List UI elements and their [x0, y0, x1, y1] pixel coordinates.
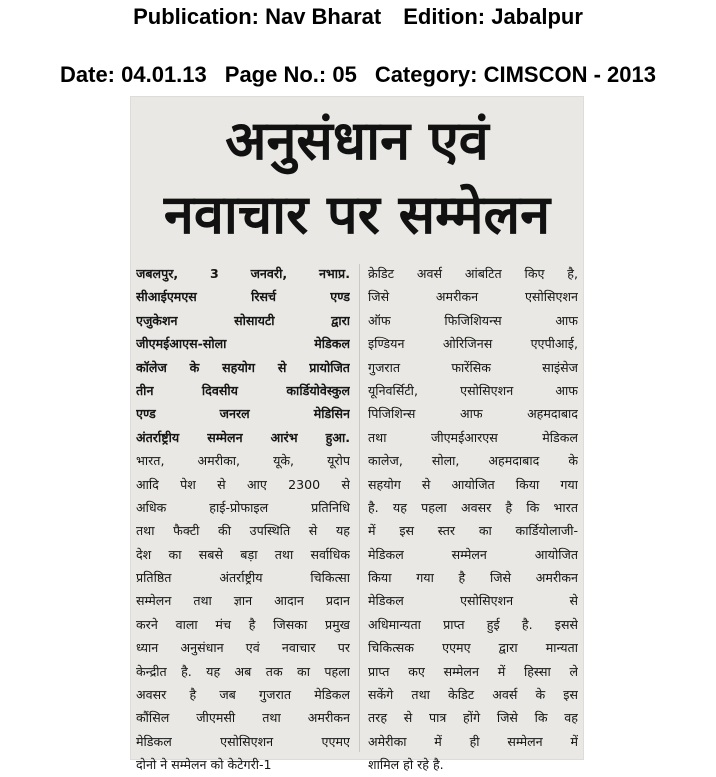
edition-name: Edition: Jabalpur	[403, 4, 583, 29]
article-text-line: शामिल हो रहे है.	[368, 757, 444, 773]
article-text-line: आदि पेश से आए 2300 से	[136, 476, 350, 492]
article-text-line: करने वाला मंच है जिसका प्रमुख	[136, 616, 350, 632]
category: Category: CIMSCON - 2013	[374, 62, 656, 87]
article-text-line: देश का सबसे बड़ा तथा सर्वाधिक	[136, 546, 350, 562]
article-text-line: अमेरीका में ही सम्मेलन में	[368, 733, 578, 749]
date-page-category-line	[0, 62, 716, 88]
article-text-line: चिकित्सक एएमए द्वारा मान्यता	[368, 640, 578, 656]
article-text-line: तीन दिवसीय कार्डियोवेस्कुल	[136, 382, 350, 398]
article-text-line: जबलपुर, 3 जनवरी, नभाप्र.	[136, 266, 350, 281]
article-text-line: जिसे अमरीकन एसोसिएशन	[368, 289, 578, 305]
article-text-line: में इस स्तर का कार्डियोलाजी-	[368, 523, 578, 539]
article-text-line: अवसर है जब गुजरात मेडिकल	[136, 687, 350, 703]
article-text-line: है. यह पहला अवसर है कि भारत	[368, 499, 578, 515]
article-column-right	[368, 262, 578, 777]
article-text-line: दोनो ने सम्मेलन को केटेगरी-1	[136, 757, 272, 773]
article-text-line: क्रेडिट अवर्स आंबटित किए है,	[368, 266, 578, 281]
article-text-line: प्रतिष्ठित अंतर्राष्ट्रीय चिकित्सा	[136, 570, 350, 586]
article-text-line: जीएमईआएस-सोला मेडिकल	[136, 336, 350, 352]
article-text-line: किया गया है जिसे अमरीकन	[368, 570, 578, 586]
article-text-line: इण्डियन ओरिजिनस एएपीआई,	[368, 336, 578, 352]
article-text-line: तथा फैक्टी की उपस्थिति से यह	[136, 523, 350, 539]
article-text-line: अंतर्राष्ट्रीय सम्मेलन आरंभ हुआ.	[136, 429, 350, 445]
article-text-line: केन्द्रीत है. यह अब तक का पहला	[136, 663, 350, 679]
article-text-line: एण्ड जनरल मेडिसिन	[136, 406, 350, 422]
article-text-line: सकेंगे तथा केडिट अवर्स के इस	[368, 687, 578, 703]
newspaper-clipping	[130, 96, 584, 773]
article-text-line: तथा जीएमईआरएस मेडिकल	[368, 429, 578, 445]
article-text-line: अधिमान्यता प्राप्त हुई है. इससे	[368, 616, 578, 632]
article-text-line: कॉलेज के सहयोग से प्रायोजित	[136, 359, 350, 375]
article-text-line: ऑफ फिजिशियन्स आफ	[368, 312, 578, 328]
article-text-line: गुजरात फारेंसिक साइंसेज	[368, 359, 578, 375]
article-text-line: यूनिवर्सिटी, एसोसिएशन आफ	[368, 382, 578, 398]
article-text-line: सहयोग से आयोजित किया गया	[368, 476, 578, 492]
article-text-line: सीआईएमएस रिसर्च एण्ड	[136, 289, 350, 305]
headline-line-1: अनुसंधान एवं	[225, 109, 489, 172]
article-text-line: एजुकेशन सोसायटी द्वारा	[136, 312, 350, 328]
article-text-line: मेडिकल एसोसिएशन से	[368, 593, 578, 609]
headline-line-2: नवाचार पर सम्मेलन	[163, 183, 551, 246]
article-text-line: तरह से पात्र होंगे जिसे कि वह	[368, 710, 578, 726]
publication-date: Date: 04.01.13	[60, 62, 207, 87]
publication-name: Publication: Nav Bharat	[133, 4, 382, 29]
column-divider	[359, 264, 360, 752]
article-text-line: प्राप्त कए सम्मेलन में हिस्सा ले	[368, 663, 578, 679]
article-text-line: पिजिशिन्स आफ अहमदाबाद	[368, 406, 578, 422]
article-text-line: अधिक हाई-प्रोफाइल प्रतिनिधि	[136, 499, 350, 515]
article-text-line: कालेज, सोला, अहमदाबाद के	[368, 453, 578, 469]
page-number: Page No.: 05	[224, 62, 357, 87]
article-text-line: ध्यान अनुसंधान एवं नवाचार पर	[136, 640, 350, 656]
article-text-line: सम्मेलन तथा ज्ञान आदान प्रदान	[136, 593, 350, 609]
article-text-line: मेडिकल एसोसिएशन एएमए	[136, 733, 350, 749]
article-text-line: भारत, अमरीका, यूके, यूरोप	[136, 453, 350, 469]
article-column-left	[136, 262, 350, 777]
publication-edition-line	[0, 4, 716, 30]
article-text-line: कौंसिल जीएमसी तथा अमरीकन	[136, 710, 350, 726]
article-text-line: मेडिकल सम्मेलन आयोजित	[368, 546, 578, 562]
